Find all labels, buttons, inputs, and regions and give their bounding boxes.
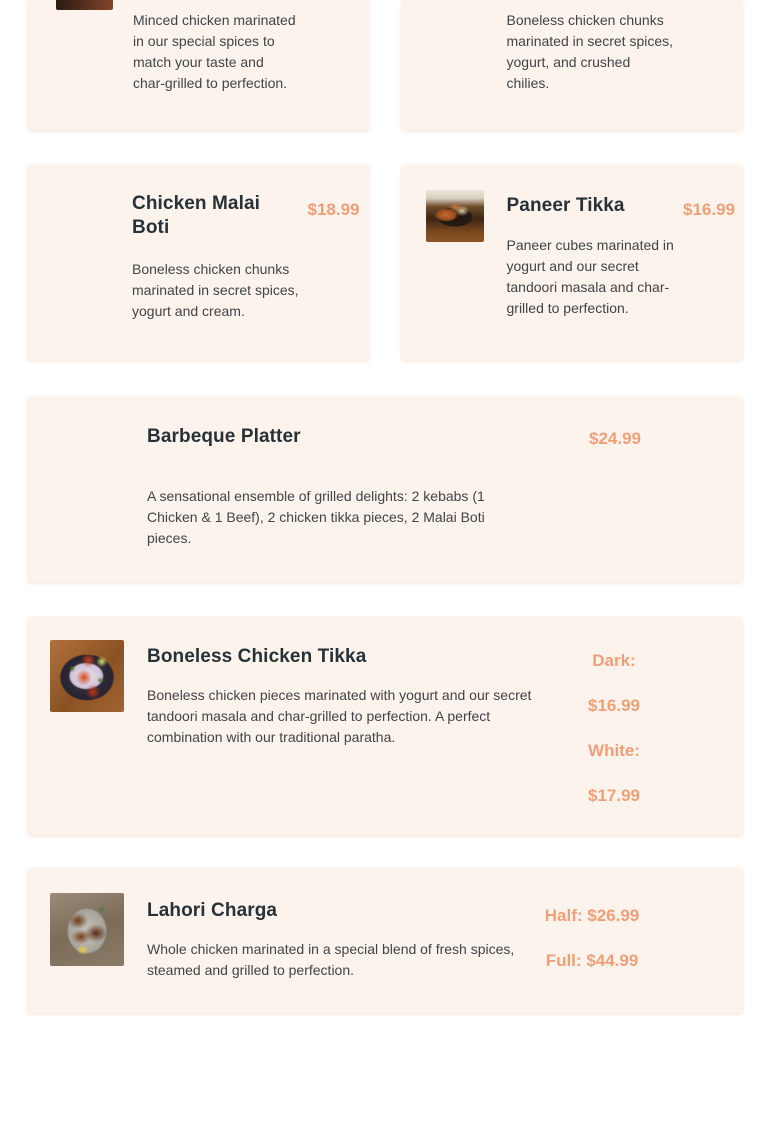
item-description: A sensational ensemble of grilled delights: 2 kebabs (1 Chicken & 1 Beef), 2 chicken tikka pieces, 2 Malai Boti pieces.	[147, 488, 485, 546]
menu-row-partial	[28, 0, 742, 130]
menu-item-card-paneer-tikka[interactable]	[402, 165, 743, 360]
menu-list	[28, 0, 742, 1013]
item-price: $18.99	[307, 200, 360, 219]
price-option-label: White:	[588, 741, 640, 760]
price-option-value: $17.99	[588, 786, 640, 805]
lahori-charga-photo	[50, 893, 124, 966]
item-name: Chicken Malai Boti	[132, 193, 261, 238]
price-option-line	[497, 893, 687, 938]
menu-item-card-boneless-chicken-tikka[interactable]	[28, 617, 742, 835]
menu-item-card-barbeque-platter[interactable]	[28, 397, 742, 582]
item-name: Lahori Charga	[147, 900, 278, 921]
food-photo-bottom-edge	[56, 0, 113, 10]
price-option-value: $26.99	[587, 906, 640, 925]
paneer-tikka-photo	[426, 190, 484, 242]
item-description: Boneless chicken pieces marinated with yogurt and our secret tandoori masala and char-grilled to perfection. A perfect combination with our traditional paratha.	[147, 687, 532, 745]
item-description: Minced chicken marinated in our special spices to match your taste and char-grilled to perfection.	[133, 12, 296, 91]
menu-row-4	[28, 617, 742, 835]
item-description: Boneless chicken chunks marinated in secret spices, yogurt, and crushed chilies.	[506, 12, 674, 91]
menu-row-3	[28, 397, 742, 582]
price-option-line	[497, 938, 687, 983]
boneless-chicken-tikka-photo	[50, 640, 124, 712]
item-price: $24.99	[589, 429, 641, 448]
menu-item-card-chicken-malai-boti[interactable]	[28, 165, 369, 360]
price-option-label: Dark:	[592, 651, 636, 670]
item-price-options	[514, 638, 714, 818]
item-description: Boneless chicken chunks marinated in secret spices, yogurt and cream.	[132, 261, 299, 319]
item-name: Barbeque Platter	[147, 426, 301, 447]
menu-item-card-cutoff-right[interactable]	[402, 0, 743, 130]
item-description: Paneer cubes marinated in yogurt and our secret tandoori masala and char-grilled to perfection.	[506, 237, 674, 316]
menu-item-card-cutoff-left[interactable]	[28, 0, 369, 130]
price-option-label: Half:	[544, 906, 583, 925]
price-option-label: Full:	[545, 951, 582, 970]
price-option-value: $44.99	[586, 951, 639, 970]
price-option-value: $16.99	[588, 696, 640, 715]
menu-row-2	[28, 165, 742, 360]
item-price-options	[497, 893, 687, 983]
item-name: Boneless Chicken Tikka	[147, 646, 367, 667]
item-price: $16.99	[683, 200, 735, 219]
menu-item-card-lahori-charga[interactable]	[28, 868, 742, 1013]
item-name: Paneer Tikka	[506, 195, 625, 216]
item-price-box	[530, 429, 700, 449]
item-description: Whole chicken marinated in a special blend of fresh spices, steamed and grilled to perfection.	[147, 941, 515, 978]
menu-row-5	[28, 868, 742, 1013]
